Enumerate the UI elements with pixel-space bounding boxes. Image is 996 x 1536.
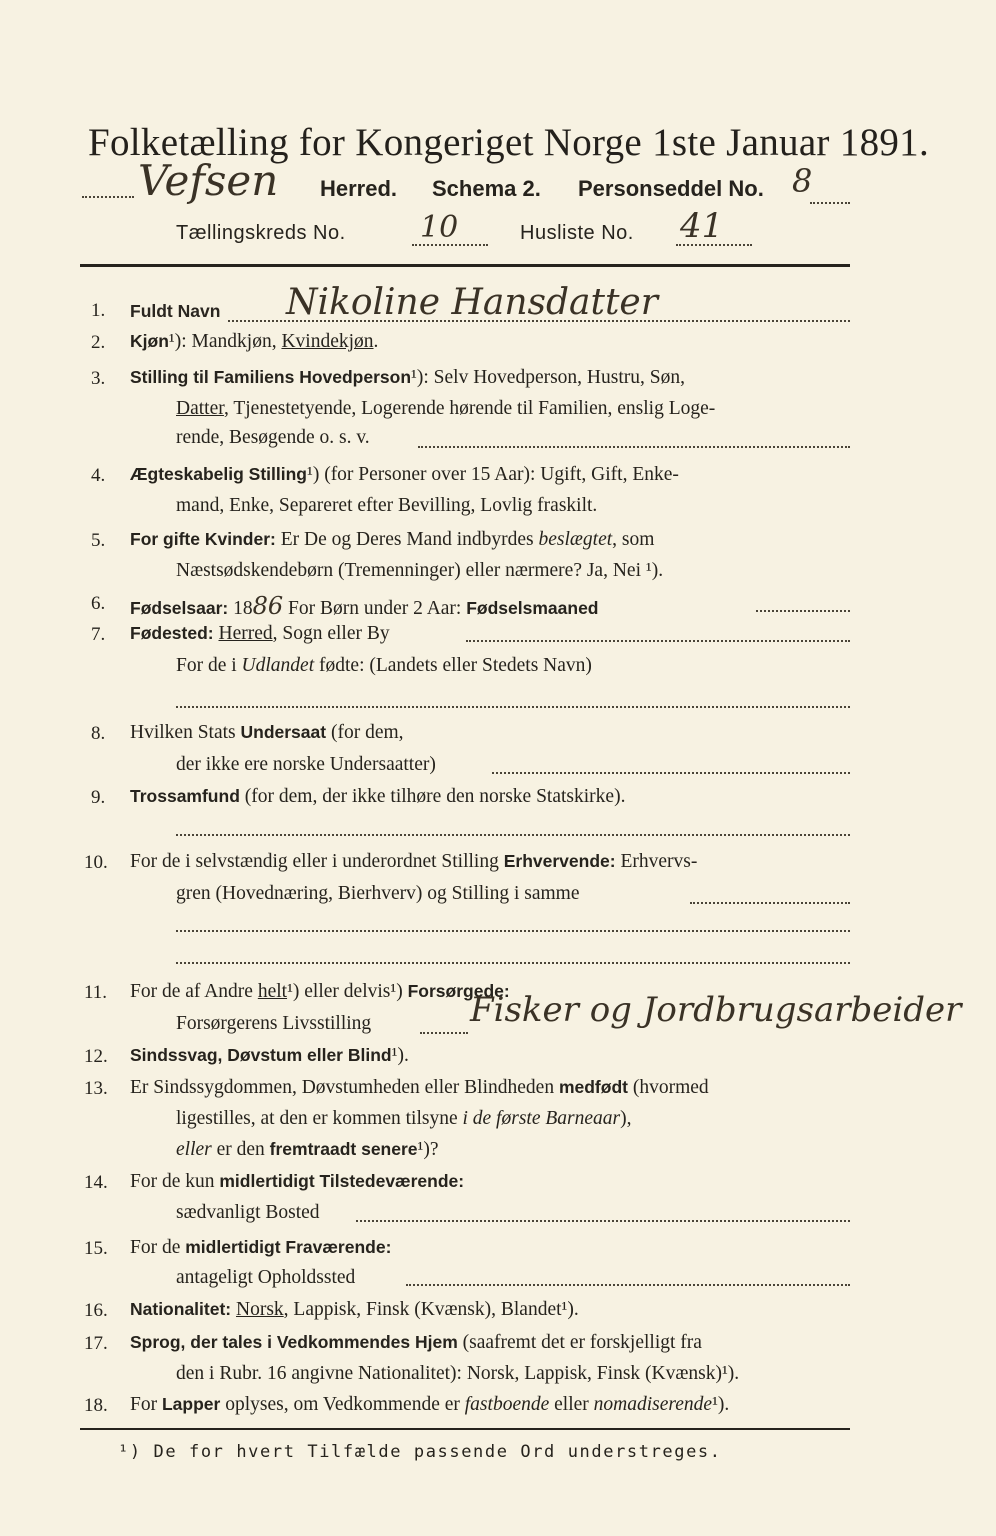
item-16-label: Nationalitet: bbox=[130, 1299, 232, 1319]
item-18-e: ¹). bbox=[712, 1394, 730, 1415]
item-11-helt: helt bbox=[257, 981, 288, 1002]
item-10-dots bbox=[690, 902, 850, 904]
item-18-b: Lapper bbox=[161, 1394, 221, 1414]
item-6-year: 86 bbox=[252, 592, 284, 620]
item-11-dots bbox=[420, 1032, 468, 1034]
item-7-dots2 bbox=[176, 706, 850, 708]
husliste-value: 41 bbox=[680, 206, 724, 246]
husliste-dots bbox=[676, 244, 752, 246]
item-9-num: 9. bbox=[91, 787, 106, 808]
footer-rule bbox=[80, 1428, 850, 1430]
item-2-sup: ¹ bbox=[168, 331, 175, 352]
item-18-c: oplyses, om Vedkommende er bbox=[220, 1394, 465, 1415]
item-8-dots bbox=[492, 772, 850, 774]
item-4-line1 bbox=[130, 464, 679, 486]
item-10-a: For de i selvstændig eller i underordnet Stilling bbox=[130, 851, 504, 872]
item-3-dots bbox=[418, 446, 850, 448]
item-3-num: 3. bbox=[91, 368, 106, 389]
item-14-a: For de kun bbox=[130, 1171, 220, 1192]
item-13-l3i: eller bbox=[176, 1139, 212, 1160]
herred-label: Herred. bbox=[320, 176, 398, 201]
item-10-line2: gren (Hovednæring, Bierhverv) og Stilling i samme bbox=[176, 883, 580, 904]
schema-label: Schema 2. bbox=[432, 176, 541, 201]
item-13-b: medfødt bbox=[558, 1077, 628, 1097]
item-17-a: Sprog, der tales i Vedkommendes Hjem bbox=[130, 1332, 458, 1352]
item-5-num: 5. bbox=[91, 530, 106, 551]
item-18-i2: nomadiserende bbox=[593, 1394, 713, 1415]
item-5-a: Er De og Deres Mand indbyrdes bbox=[275, 529, 539, 550]
item-2-post: . bbox=[373, 331, 379, 352]
item-12-num: 12. bbox=[84, 1046, 108, 1067]
item-5-line1 bbox=[130, 529, 654, 551]
herred-value: Vefsen bbox=[138, 156, 279, 205]
item-13-line3 bbox=[176, 1139, 439, 1161]
item-15-num: 15. bbox=[84, 1238, 108, 1259]
item-6-mid: For Børn under 2 Aar: bbox=[283, 598, 467, 619]
item-13-line2 bbox=[176, 1108, 631, 1130]
footnote: ¹) De for hvert Tilfælde passende Ord understreges. bbox=[118, 1442, 722, 1462]
item-7-rest: , Sogn eller By bbox=[272, 623, 390, 644]
herred-dots bbox=[82, 196, 134, 198]
item-8-line2: der ikke ere norske Undersaatter) bbox=[176, 754, 436, 775]
item-3-line2 bbox=[176, 398, 715, 420]
item-10-c: Erhvervs- bbox=[615, 851, 698, 872]
item-13-l2i: i de første Barneaar bbox=[462, 1108, 621, 1129]
item-12-line bbox=[130, 1045, 409, 1067]
item-16-num: 16. bbox=[84, 1300, 108, 1321]
item-11-b: ¹) eller delvis¹) bbox=[287, 981, 408, 1002]
item-16-line bbox=[130, 1299, 579, 1321]
item-17-num: 17. bbox=[84, 1333, 108, 1354]
item-11-a: For de af Andre bbox=[130, 981, 258, 1002]
item-3-line2-rest: , Tjenestetyende, Logerende hørende til Familien, enslig Loge- bbox=[223, 398, 716, 419]
item-8-b: Undersaat bbox=[240, 722, 327, 742]
item-1-value: Nikoline Hansdatter bbox=[286, 282, 658, 323]
item-13-c: (hvormed bbox=[627, 1077, 709, 1098]
item-1-label: Fuldt Navn bbox=[130, 301, 221, 321]
personseddel-dots bbox=[810, 202, 850, 204]
item-8-a: Hvilken Stats bbox=[130, 722, 241, 743]
item-10-dots2 bbox=[176, 930, 850, 932]
item-7-l2i: Udlandet bbox=[241, 655, 315, 676]
item-12-label: Sindssvag, Døvstum eller Blind bbox=[130, 1045, 392, 1065]
item-5-i: beslægtet bbox=[538, 529, 613, 550]
item-3-datter: Datter bbox=[176, 398, 224, 419]
item-9-label: Trossamfund bbox=[130, 786, 240, 806]
item-18-d: eller bbox=[549, 1394, 594, 1415]
personseddel-value: 8 bbox=[792, 162, 813, 200]
item-7-l2a: For de i bbox=[176, 655, 242, 676]
item-13-l2b: ), bbox=[620, 1108, 632, 1129]
item-13-num: 13. bbox=[84, 1078, 108, 1099]
item-7-herred: Herred bbox=[218, 623, 273, 644]
item-5-b: , som bbox=[612, 529, 655, 550]
item-16-norsk: Norsk bbox=[236, 1299, 284, 1320]
item-17-b: (saafremt det er forskjelligt fra bbox=[457, 1332, 702, 1353]
kreds-label: Tællingskreds No. bbox=[176, 222, 346, 244]
item-6-prefix: 18 bbox=[228, 598, 253, 619]
item-7-l2b: fødte: (Landets eller Stedets Navn) bbox=[314, 655, 592, 676]
item-13-l3c: ¹)? bbox=[417, 1139, 439, 1160]
item-13-l3a: er den bbox=[211, 1139, 270, 1160]
item-2-kvindekjon: Kvindekjøn bbox=[281, 331, 374, 352]
item-13-l3b: fremtraadt senere bbox=[269, 1139, 418, 1159]
item-5-label: For gifte Kvinder: bbox=[130, 529, 276, 549]
item-1-num: 1. bbox=[91, 300, 106, 321]
personseddel-label: Personseddel No. bbox=[578, 176, 764, 201]
item-11-line1 bbox=[130, 981, 510, 1003]
item-6-dots bbox=[756, 610, 850, 612]
item-14-b: midlertidigt Tilstedeværende: bbox=[219, 1171, 465, 1191]
item-8-num: 8. bbox=[91, 723, 106, 744]
item-15-line2: antageligt Opholdssted bbox=[176, 1267, 356, 1288]
item-9-line bbox=[130, 786, 625, 808]
form-title: Folketælling for Kongeriget Norge 1ste Januar 1891. bbox=[88, 121, 930, 164]
item-8-c: (for dem, bbox=[326, 722, 404, 743]
item-7-line1 bbox=[130, 623, 390, 645]
item-12-rest: ¹). bbox=[391, 1045, 409, 1066]
item-7-num: 7. bbox=[91, 624, 106, 645]
item-10-num: 10. bbox=[84, 852, 108, 873]
item-14-line1 bbox=[130, 1171, 464, 1193]
item-11-line2-label: Forsørgerens Livsstilling bbox=[176, 1013, 372, 1034]
item-10-b: Erhvervende: bbox=[503, 851, 616, 871]
item-13-a: Er Sindssygdommen, Døvstumheden eller Blindheden bbox=[130, 1077, 559, 1098]
item-13-l2a: ligestilles, at den er kommen tilsyne bbox=[176, 1108, 463, 1129]
item-17-line2: den i Rubr. 16 angivne Nationalitet): Norsk, Lappisk, Finsk (Kvænsk)¹). bbox=[176, 1363, 740, 1384]
item-5-line2: Næstsødskendebørn (Tremenninger) eller nærmere? Ja, Nei ¹). bbox=[176, 560, 664, 581]
item-6-label: Fødselsaar: bbox=[130, 598, 229, 618]
husliste-label: Husliste No. bbox=[520, 222, 634, 244]
item-18-a: For bbox=[130, 1394, 162, 1415]
item-8-line1 bbox=[130, 722, 404, 744]
item-13-line1 bbox=[130, 1077, 709, 1099]
item-3-line3: rende, Besøgende o. s. v. bbox=[176, 427, 370, 448]
item-9-dots bbox=[176, 834, 850, 836]
item-6-line bbox=[130, 592, 599, 620]
item-4-line2: mand, Enke, Separeret efter Bevilling, Lovlig fraskilt. bbox=[176, 495, 598, 516]
item-3-label: Stilling til Familiens Hovedperson bbox=[130, 367, 412, 387]
item-11-value: Fisker og Jordbrugsarbeider bbox=[470, 990, 962, 1030]
item-7-label: Fødested: bbox=[130, 623, 214, 643]
item-18-line bbox=[130, 1394, 729, 1416]
item-3-line1 bbox=[130, 367, 685, 389]
item-4-line1-rest: ¹) (for Personer over 15 Aar): Ugift, Gift, Enke- bbox=[306, 464, 679, 485]
item-10-dots3 bbox=[176, 962, 850, 964]
item-11-c: Forsørgede: bbox=[407, 981, 510, 1001]
item-2-label: Kjøn bbox=[130, 331, 169, 351]
item-4-label: Ægteskabelig Stilling bbox=[130, 464, 307, 484]
item-7-dots bbox=[466, 640, 850, 642]
item-17-line1 bbox=[130, 1332, 702, 1354]
item-2-text bbox=[130, 331, 378, 353]
kreds-dots bbox=[412, 244, 488, 246]
item-16-rest: , Lappisk, Finsk (Kvænsk), Blandet¹). bbox=[283, 1299, 579, 1320]
item-15-b: midlertidigt Fraværende: bbox=[185, 1237, 392, 1257]
item-7-line2 bbox=[176, 655, 592, 677]
item-4-num: 4. bbox=[91, 465, 106, 486]
item-18-num: 18. bbox=[84, 1395, 108, 1416]
item-14-num: 14. bbox=[84, 1172, 108, 1193]
item-6-num: 6. bbox=[91, 593, 106, 614]
item-3-line1-rest: ¹): Selv Hovedperson, Hustru, Søn, bbox=[411, 367, 685, 388]
item-15-line1 bbox=[130, 1237, 391, 1259]
item-14-dots bbox=[356, 1220, 850, 1222]
item-6-label2: Fødselsmaaned bbox=[466, 598, 599, 618]
item-15-a: For de bbox=[130, 1237, 186, 1258]
header-rule bbox=[80, 264, 850, 267]
item-9-rest: (for dem, der ikke tilhøre den norske Statskirke). bbox=[239, 786, 626, 807]
item-18-i1: fastboende bbox=[464, 1394, 550, 1415]
item-10-line1 bbox=[130, 851, 697, 873]
kreds-value: 10 bbox=[420, 210, 459, 245]
item-11-num: 11. bbox=[84, 982, 108, 1003]
item-2-pre: ): Mandkjøn, bbox=[174, 331, 282, 352]
item-15-dots bbox=[406, 1284, 850, 1286]
item-2-num: 2. bbox=[91, 332, 106, 353]
item-14-line2: sædvanligt Bosted bbox=[176, 1202, 320, 1223]
